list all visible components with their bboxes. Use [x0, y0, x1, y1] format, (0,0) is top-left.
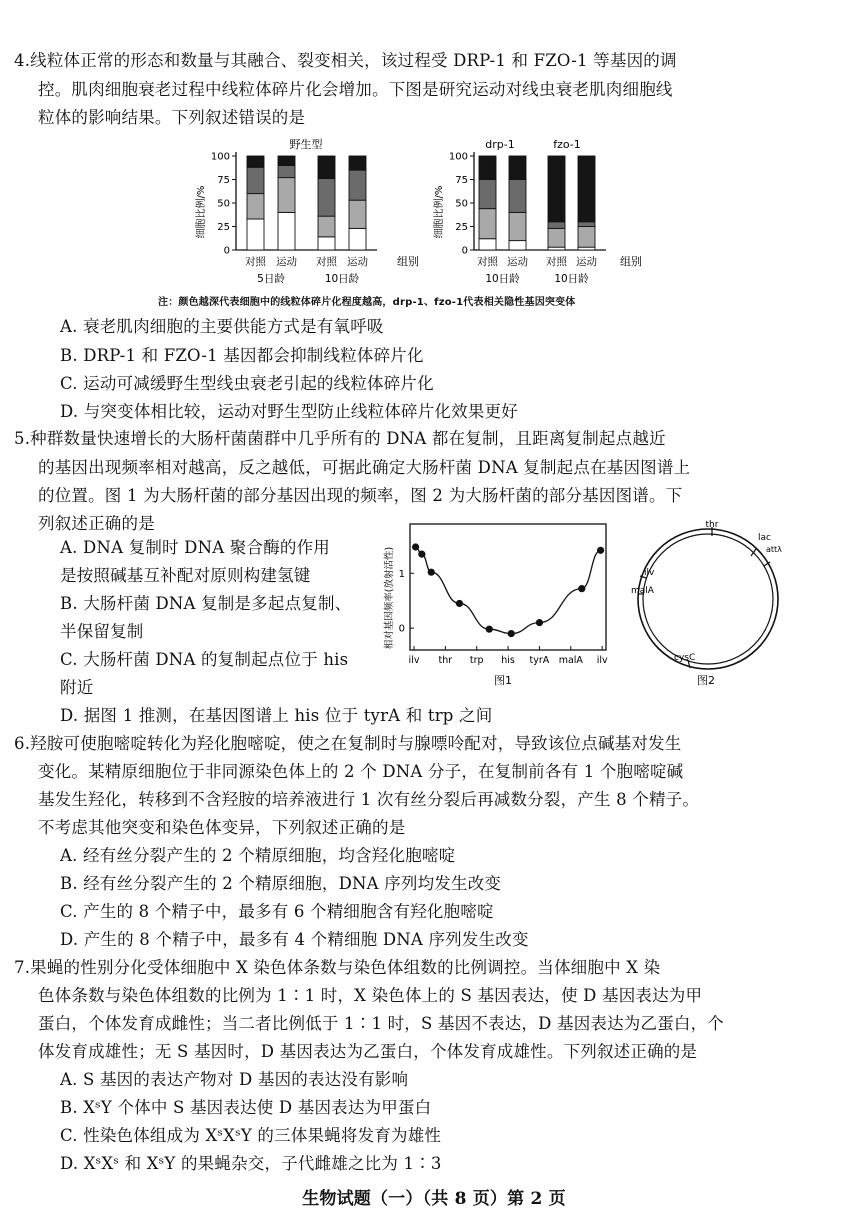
chart2-bar-segment — [578, 227, 595, 248]
q4-option-c: C. 运动可减缓野生型线虫衰老引起的线粒体碎片化 — [60, 374, 434, 393]
q6-option-b: B. 经有丝分裂产生的 2 个精原细胞，DNA 序列均发生改变 — [60, 874, 502, 893]
chart1-bar-segment — [247, 219, 264, 250]
chart1-bar-segment — [247, 156, 264, 167]
q6-stem-line4: 不考虑其他突变和染色体变异，下列叙述正确的是 — [38, 818, 406, 837]
fig1-xtick-label: thr — [438, 655, 453, 666]
chart2-ytick-label: 100 — [448, 151, 468, 163]
chart2-ytick-label: 75 — [455, 175, 468, 186]
fig2-caption: 图2 — [697, 674, 715, 687]
fig1-caption: 图1 — [494, 674, 512, 687]
q4-stem-line2: 控。肌肉细胞衰老过程中线粒体碎片化会增加。下图是研究运动对线虫衰老肌肉细胞线 — [38, 80, 673, 99]
chart1-group-label: 5日龄 — [257, 273, 285, 285]
chart1-bar-segment — [349, 228, 366, 250]
q5-option-c-line2: 附近 — [60, 678, 94, 697]
chart2-ytick-label: 0 — [461, 245, 468, 257]
fig1-plot-frame — [410, 524, 606, 650]
gene-label-ilv: ilv — [644, 568, 655, 578]
q5-figure2-gene-map — [632, 514, 782, 690]
fig1-data-point — [412, 543, 419, 550]
chart1-ytick-label: 75 — [217, 175, 230, 186]
q7-option-a: A. S 基因的表达产物对 D 基因的表达没有影响 — [60, 1070, 409, 1089]
q5-option-c-line1: C. 大肠杆菌 DNA 的复制起点位于 his — [60, 650, 349, 669]
q7-stem-line4: 体发育成雄性；无 S 基因时，D 基因表达为乙蛋白，个体发育成雄性。下列叙述正确的是 — [38, 1042, 698, 1061]
fig1-fitted-curve — [416, 547, 601, 634]
q6-stem-line3: 基发生羟化，转移到不含羟胺的培养液进行 1 次有丝分裂后再减数分裂，产生 8 个精子。 — [38, 790, 700, 809]
chart2-bar-segment — [509, 156, 526, 180]
gene-label-cysC: cysC — [674, 653, 696, 663]
chart2-group-label: 10日龄 — [485, 273, 520, 285]
q6-stem-line2: 变化。某精原细胞位于非同源染色体上的 2 个 DNA 分子，在复制前各有 1 个胞嘧啶碱 — [38, 762, 684, 781]
fig1-xtick-label: his — [501, 655, 515, 666]
chart1-bar-segment — [247, 167, 264, 193]
fig1-xtick-label: ilv — [408, 655, 420, 666]
fig1-data-point — [578, 585, 585, 592]
chart2-bar-segment — [578, 222, 595, 227]
chart2-category-label: 对照 — [546, 256, 567, 268]
chart2-group-label-drp1: drp-1 — [485, 138, 515, 151]
chart2-bar-segment — [578, 156, 595, 222]
q4-stem-line3: 粒体的影响结果。下列叙述错误的是 — [38, 108, 306, 127]
chart2-category-label: 运动 — [576, 256, 597, 268]
q7-stem-line3: 蛋白，个体发育成雌性；当二者比例低于 1∶1 时，S 基因不表达，D 基因表达为乙蛋白，个 — [38, 1014, 725, 1033]
fig1-xtick-label: ilv — [596, 655, 608, 666]
chart1-bar-segment — [349, 170, 366, 200]
chart1-bar-segment — [349, 200, 366, 228]
chart2-bar-segment — [548, 222, 565, 229]
q5-stem-line2: 的基因出现频率相对越高，反之越低，可据此确定大肠杆菌 DNA 复制起点在基因图谱上 — [38, 458, 691, 477]
q5-option-a-line1: A. DNA 复制时 DNA 聚合酶的作用 — [60, 538, 331, 557]
chart2-bar-segment — [509, 180, 526, 213]
fig1-data-point — [536, 619, 543, 626]
q6-option-d: D. 产生的 8 个精子中，最多有 4 个精细胞 DNA 序列发生改变 — [60, 930, 529, 949]
chart1-bar-segment — [349, 156, 366, 170]
chart2-category-label: 运动 — [507, 256, 528, 268]
q7-option-c: C. 性染色体组成为 XˢXˢY 的三体果蝇将发育为雄性 — [60, 1126, 442, 1145]
chart2-ytick-label: 50 — [455, 198, 468, 210]
chart2-bar-segment — [509, 241, 526, 250]
q5-stem-line3: 的位置。图 1 为大肠杆菌的部分基因出现的频率，图 2 为大肠杆菌的部分基因图谱。下 — [38, 486, 683, 505]
q6-stem-line1: 6.羟胺可使胞嘧啶转化为羟化胞嘧啶，使之在复制时与腺嘌呤配对，导致该位点碱基对发生 — [14, 734, 682, 753]
chart1-ytick-label: 50 — [217, 198, 230, 210]
chart1-bar-segment — [278, 212, 295, 250]
chart2-bar-segment — [479, 180, 496, 209]
chart2-group-label-fzo1: fzo-1 — [553, 138, 581, 151]
gene-label-lac: lac — [758, 533, 771, 543]
gene-label-thr: thr — [705, 520, 719, 530]
q4-chart-wild-type — [186, 134, 419, 292]
chart2-ylabel: 细胞比例/% — [434, 185, 445, 239]
chart1-bar-segment — [278, 178, 295, 213]
chart1-ytick-label: 25 — [217, 222, 230, 233]
fig1-data-point — [508, 630, 515, 637]
q7-option-d: D. XˢXˢ 和 XˢY 的果蝇杂交，子代雌雄之比为 1∶3 — [60, 1154, 442, 1173]
q5-option-b-line2: 半保留复制 — [60, 622, 144, 641]
chart1-category-label: 运动 — [276, 256, 297, 268]
chart1-bar-segment — [247, 194, 264, 219]
chart1-title: 野生型 — [289, 138, 323, 151]
fig1-xtick-label: tyrA — [529, 655, 550, 666]
chart1-bar-segment — [278, 156, 295, 165]
q7-stem-line2: 色体条数与染色体组数的比例为 1∶1 时，X 染色体上的 S 基因表达，使 D 基因表达为甲 — [38, 986, 703, 1005]
q5-option-d: D. 据图 1 推测，在基因图谱上 his 位于 tyrA 和 trp 之间 — [60, 706, 493, 725]
page-footer: 生物试题（一）（共 8 页）第 2 页 — [302, 1189, 566, 1209]
chart2-bar-segment — [548, 228, 565, 247]
gene-map-outer-ring — [638, 529, 778, 669]
fig1-xtick-label: malA — [558, 655, 583, 666]
chart2-ytick-label: 25 — [455, 222, 468, 233]
q4-chart-mutants — [424, 134, 648, 292]
chart2-group-label: 10日龄 — [554, 273, 589, 285]
chart2-xlabel: 组别 — [620, 255, 642, 268]
q4-chart-note: 注：颜色越深代表细胞中的线粒体碎片化程度越高，drp-1、fzo-1代表相关隐性基因突变体 — [158, 297, 576, 308]
chart2-bar-segment — [479, 209, 496, 239]
q6-option-c: C. 产生的 8 个精子中，最多有 6 个精细胞含有羟化胞嘧啶 — [60, 902, 494, 921]
chart1-bar-segment — [318, 216, 335, 237]
chart1-category-label: 运动 — [347, 256, 368, 268]
chart1-category-label: 对照 — [316, 256, 337, 268]
chart1-bar-segment — [318, 156, 335, 179]
chart1-ytick-label: 100 — [210, 151, 230, 163]
q4-option-a: A. 衰老肌肉细胞的主要供能方式是有氧呼吸 — [60, 317, 384, 336]
chart1-group-label: 10日龄 — [324, 273, 360, 285]
chart2-bar-segment — [479, 156, 496, 180]
chart1-ytick-label: 0 — [223, 245, 230, 257]
chart1-bar-segment — [318, 179, 335, 217]
fig1-data-point — [597, 547, 604, 554]
q5-option-a-line2: 是按照碱基互补配对原则构建氢键 — [60, 566, 311, 585]
q5-figure1-chart — [380, 514, 620, 690]
chart1-bar-segment — [278, 165, 295, 177]
fig1-xtick-label: trp — [469, 655, 484, 666]
gene-label-malA: malA — [631, 586, 654, 596]
fig1-ytick-label: 1 — [398, 568, 405, 580]
q4-option-b: B. DRP-1 和 FZO-1 基因都会抑制线粒体碎片化 — [60, 346, 424, 365]
q6-option-a: A. 经有丝分裂产生的 2 个精原细胞，均含羟化胞嘧啶 — [60, 846, 456, 865]
fig1-ytick-label: 0 — [398, 623, 405, 635]
q7-option-b: B. XˢY 个体中 S 基因表达使 D 基因表达为甲蛋白 — [60, 1098, 432, 1117]
fig1-data-point — [456, 600, 463, 607]
chart1-bar-segment — [318, 237, 335, 250]
q4-stem-line1: 4.线粒体正常的形态和数量与其融合、裂变相关，该过程受 DRP-1 和 FZO-1 等基因的调 — [14, 51, 677, 70]
q5-stem-line4: 列叙述正确的是 — [38, 514, 155, 533]
q5-option-b-line1: B. 大肠杆菌 DNA 复制是多起点复制、 — [60, 594, 352, 613]
q7-stem-line1: 7.果蝇的性别分化受体细胞中 X 染色体条数与染色体组数的比例调控。当体细胞中 X 染 — [14, 958, 661, 977]
chart1-ylabel: 细胞比例/% — [196, 185, 207, 239]
chart1-xlabel: 组别 — [397, 255, 419, 268]
fig1-ylabel: 相对基因频率(放射活性) — [384, 546, 395, 650]
q5-stem-line1: 5.种群数量快速增长的大肠杆菌菌群中几乎所有的 DNA 都在复制，且距离复制起点越近 — [14, 429, 666, 448]
chart1-category-label: 对照 — [245, 256, 266, 268]
chart2-bar-segment — [479, 239, 496, 250]
fig1-data-point — [418, 551, 425, 558]
gene-label-att: attλ — [766, 545, 782, 554]
chart2-bar-segment — [548, 156, 565, 222]
fig1-data-point — [428, 569, 435, 576]
fig1-data-point — [486, 626, 493, 633]
chart2-bar-segment — [509, 212, 526, 240]
q4-option-d: D. 与突变体相比较，运动对野生型防止线粒体碎片化效果更好 — [60, 402, 518, 421]
chart2-category-label: 对照 — [477, 256, 498, 268]
